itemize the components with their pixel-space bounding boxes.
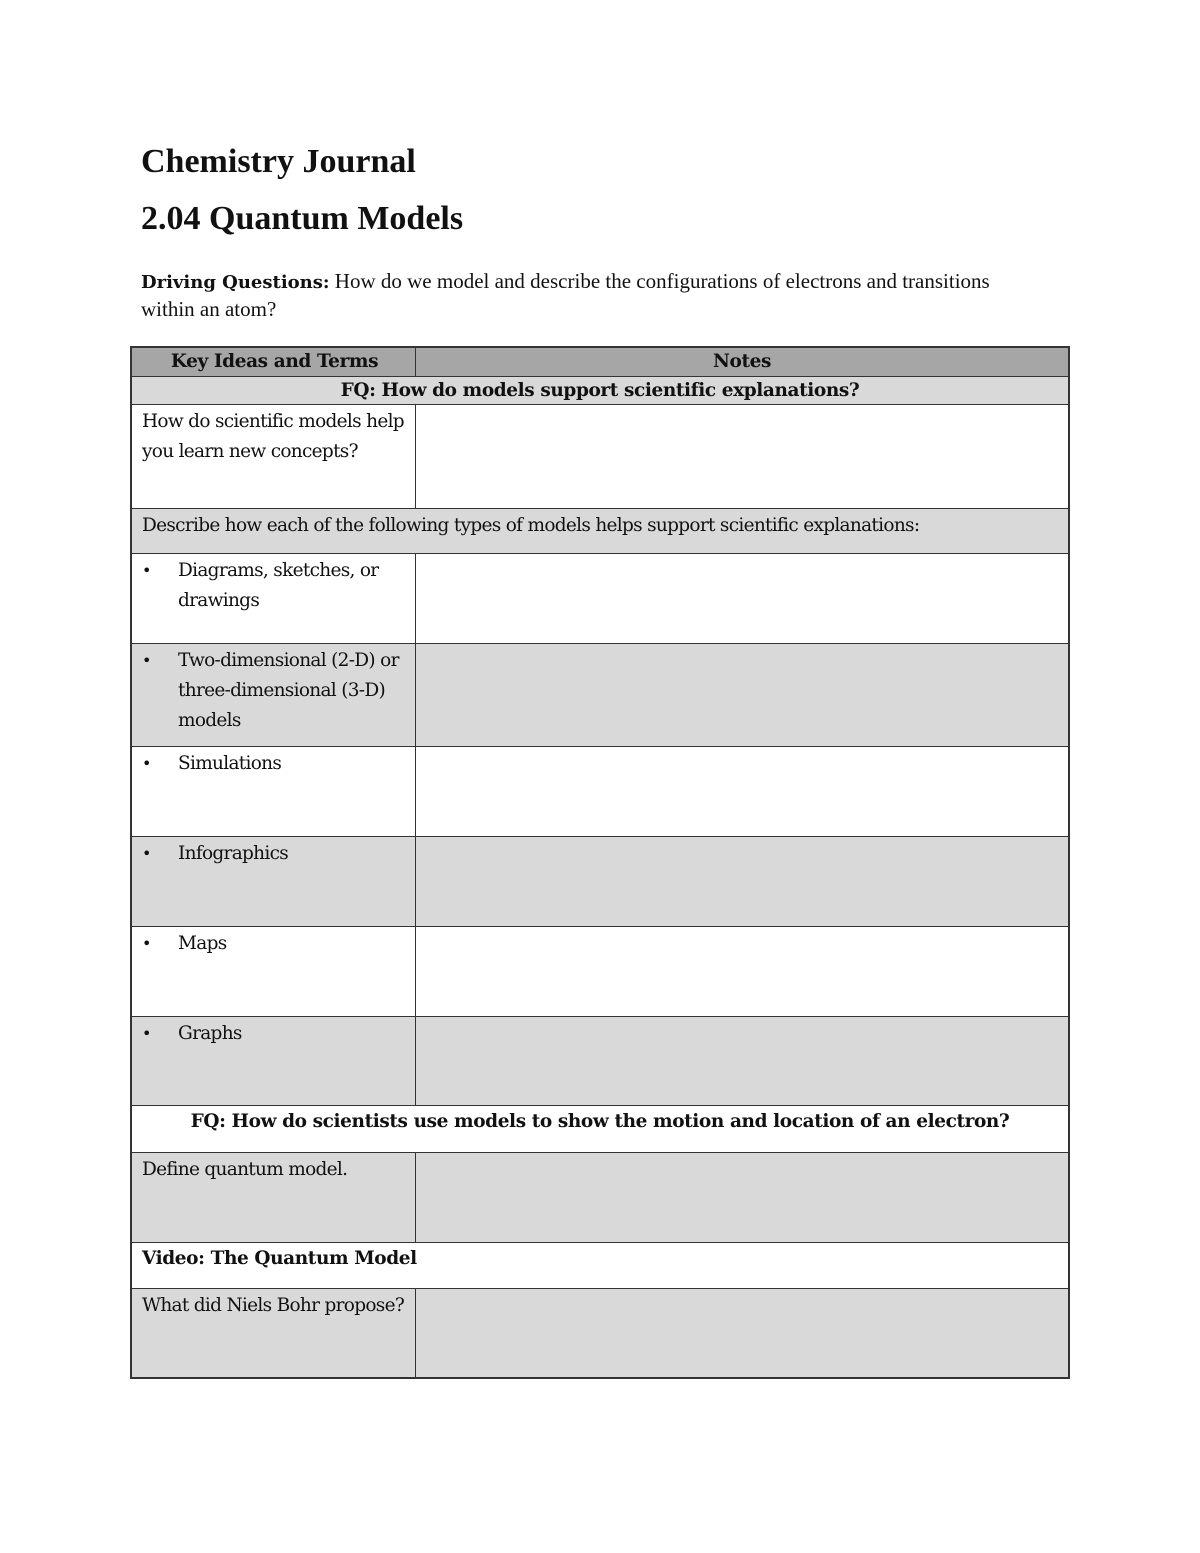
video-row (132, 1243, 1068, 1289)
bullet-icon: • (142, 1024, 151, 1043)
table-row (132, 1289, 1068, 1377)
notes-cell[interactable] (416, 1289, 1068, 1377)
header-notes: Notes (713, 351, 771, 372)
driving-questions-text: How do we model and describe the configurations of electrons and transitions within an atom? (141, 269, 990, 321)
describe-prompt: Describe how each of the following types of models helps support scientific explanations: (142, 515, 920, 536)
notes-cell[interactable] (416, 837, 1068, 926)
focus-question-1: FQ: How do models support scientific explanations? (340, 380, 860, 401)
table-row (132, 1017, 1068, 1106)
notes-cell[interactable] (416, 1153, 1068, 1242)
notes-cell[interactable] (416, 927, 1068, 1016)
focus-question-2: FQ: How do scientists use models to show the motion and location of an electron? (190, 1111, 1010, 1132)
focus-question-row (132, 377, 1068, 405)
notes-cell[interactable] (416, 644, 1068, 746)
journal-table (130, 346, 1070, 1379)
notes-cell[interactable] (416, 1017, 1068, 1105)
bullet-label: Graphs (178, 1023, 242, 1044)
bullet-item (132, 837, 416, 926)
table-row (132, 747, 1068, 837)
bullet-icon: • (142, 651, 151, 670)
describe-row (132, 509, 1068, 554)
lesson-title: 2.04 Quantum Models (141, 200, 464, 237)
table-row (132, 1153, 1068, 1243)
table-row (132, 554, 1068, 644)
bullet-label: Two-dimensional (2-D) or three-dimensional (3-D) models (178, 650, 399, 731)
bullet-item (132, 644, 416, 746)
driving-questions (141, 268, 1021, 323)
bullet-label: Simulations (178, 753, 282, 774)
driving-questions-label: Driving Questions: (141, 272, 330, 293)
focus-question-row (132, 1106, 1068, 1153)
table-header-row (132, 348, 1068, 377)
header-key-ideas: Key Ideas and Terms (132, 348, 416, 376)
table-row (132, 837, 1068, 927)
bullet-icon: • (142, 754, 151, 773)
notes-cell[interactable] (416, 405, 1068, 508)
bullet-item (132, 747, 416, 836)
bullet-item (132, 1017, 416, 1105)
page-title: Chemistry Journal (141, 143, 416, 180)
table-row (132, 644, 1068, 747)
bullet-icon: • (142, 844, 151, 863)
notes-cell[interactable] (416, 747, 1068, 836)
video-label: Video: The Quantum Model (142, 1248, 417, 1269)
bullet-label: Infographics (178, 843, 289, 864)
bullet-icon: • (142, 561, 151, 580)
bullet-item (132, 554, 416, 643)
prompt-models-learn: How do scientific models help you learn new concepts? (132, 405, 416, 508)
bullet-item (132, 927, 416, 1016)
notes-cell[interactable] (416, 554, 1068, 643)
prompt-define-quantum: Define quantum model. (132, 1153, 416, 1242)
bullet-icon: • (142, 934, 151, 953)
table-row (132, 927, 1068, 1017)
table-row (132, 405, 1068, 509)
bullet-label: Diagrams, sketches, or drawings (178, 560, 379, 611)
bullet-label: Maps (178, 933, 227, 954)
prompt-niels-bohr: What did Niels Bohr propose? (132, 1289, 416, 1377)
